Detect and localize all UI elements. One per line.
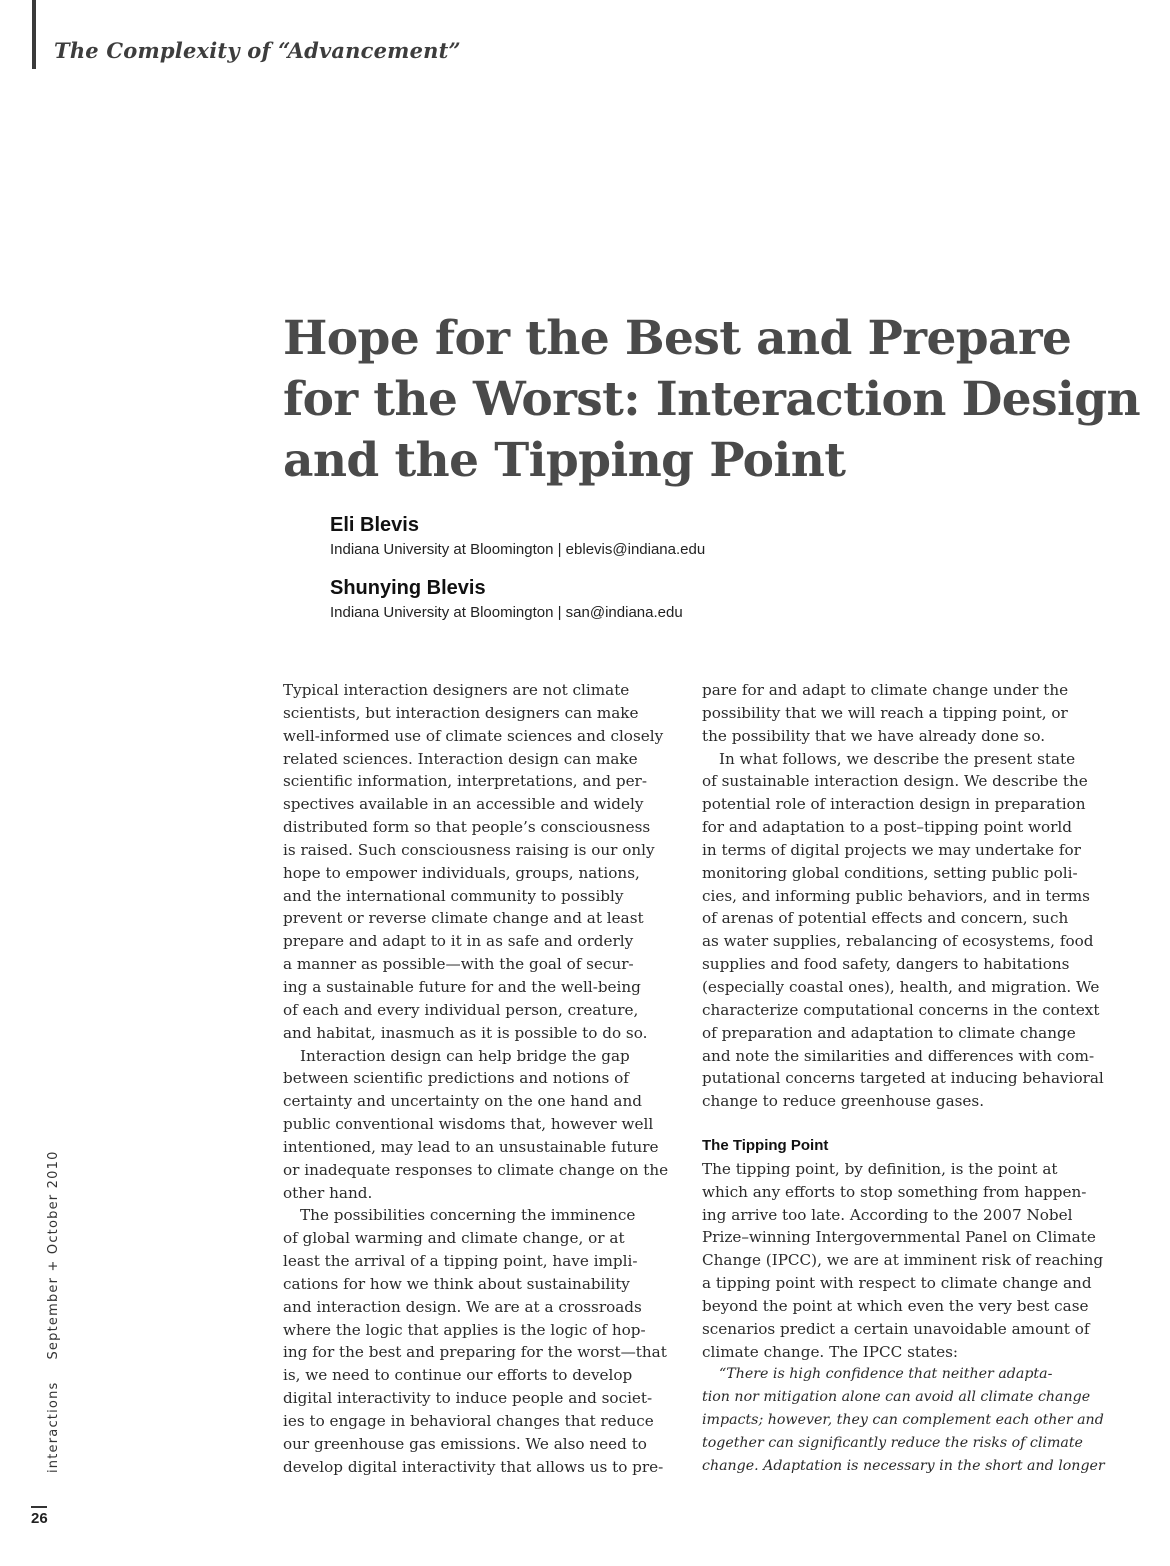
body-line: scientific information, interpretations, and per- [283,772,647,791]
issue-date: September + October 2010 [46,1150,61,1360]
author-affiliation: Indiana University at Bloomington | eblevis@indiana.edu [330,541,706,558]
body-line: develop digital interactivity that allows us to pre- [283,1457,664,1476]
body-line: public conventional wisdoms that, however well [283,1115,654,1134]
body-line: of preparation and adaptation to climate change [702,1023,1076,1042]
body-column-right [702,679,1105,1478]
body-line: a tipping point with respect to climate change and [702,1274,1092,1293]
body-line: pare for and adapt to climate change under the [702,681,1069,699]
body-line: putational concerns targeted at inducing behavioral [702,1069,1104,1088]
body-line: characterize computational concerns in the context [702,1000,1100,1019]
body-line: and interaction design. We are at a crossroads [283,1297,642,1316]
body-line: Interaction design can help bridge the gap [300,1046,630,1065]
body-line: potential role of interaction design in preparation [702,795,1086,814]
body-line: is, we need to continue our efforts to develop [283,1366,633,1385]
quote-line: change. Adaptation is necessary in the short and longer [702,1457,1105,1474]
section-heading: The Tipping Point [702,1137,829,1155]
body-line: ing a sustainable future for and the well-being [283,977,641,996]
body-line: ies to engage in behavioral changes that reduce [283,1412,654,1430]
body-line: as water supplies, rebalancing of ecosystems, food [702,932,1094,951]
body-line: of global warming and climate change, or at [283,1229,625,1248]
body-line: or inadequate responses to climate change on the [283,1160,669,1179]
body-column-left [283,679,668,1479]
body-line: of arenas of potential effects and concern, such [702,909,1069,928]
body-line: possibility that we will reach a tipping point, or [702,703,1068,722]
paragraph-gap [702,1113,1102,1135]
body-line: cations for how we think about sustainability [283,1274,630,1293]
body-line: the possibility that we have already done so. [702,726,1046,745]
header-rule [32,0,36,69]
body-line: digital interactivity to induce people and societ- [283,1389,653,1408]
body-line: monitoring global conditions, setting public poli- [702,863,1078,882]
body-line: scientists, but interaction designers can make [283,703,639,722]
body-line: least the arrival of a tipping point, have impli- [283,1252,638,1271]
body-line: prevent or reverse climate change and at least [283,909,644,928]
title-line: for the Worst: Interaction Design [283,372,1141,427]
body-line: a manner as possible—with the goal of secur- [283,955,634,974]
body-line: spectives available in an accessible and widely [283,795,644,814]
quote-line: tion nor mitigation alone can avoid all climate change [702,1389,1091,1406]
magazine-name: interactions [46,1381,61,1473]
running-sidebar [46,1150,61,1473]
author-list [330,511,705,637]
body-line: Prize–winning Intergovernmental Panel on Climate [702,1228,1096,1247]
body-line: scenarios predict a certain unavoidable amount of [702,1319,1090,1338]
body-line: between scientific predictions and notions of [283,1069,629,1088]
body-line: of sustainable interaction design. We describe the [702,772,1088,791]
body-line: climate change. The IPCC states: [702,1342,959,1361]
body-line: (especially coastal ones), health, and migration. We [702,977,1100,996]
body-line: ing arrive too late. According to the 2007 Nobel [702,1205,1073,1224]
body-line: The tipping point, by definition, is the point at [702,1159,1058,1178]
body-line: cies, and informing public behaviors, and in terms [702,886,1090,905]
quote-line: together can significantly reduce the risks of climate [702,1435,1083,1451]
body-line: and the international community to possibly [283,886,624,905]
body-line: and note the similarities and differences with com- [702,1046,1095,1065]
body-line: our greenhouse gas emissions. We also need to [283,1434,647,1453]
body-line: In what follows, we describe the present state [719,749,1076,768]
body-line: which any efforts to stop something from happen- [702,1182,1087,1201]
body-line: ing for the best and preparing for the worst—that [283,1343,667,1362]
page-number-rule [31,1506,47,1508]
body-line: is raised. Such consciousness raising is our only [283,840,655,859]
author-name: Shunying Blevis [330,577,486,599]
body-line: The possibilities concerning the imminence [300,1206,636,1225]
body-line: supplies and food safety, dangers to habitations [702,955,1070,974]
body-line: intentioned, may lead to an unsustainable future [283,1137,659,1156]
body-line: certainty and uncertainty on the one hand and [283,1092,642,1111]
body-line: change to reduce greenhouse gases. [702,1092,985,1111]
body-line: distributed form so that people’s consciousness [283,818,651,837]
body-line: of each and every individual person, creature, [283,1000,639,1019]
quote-line: “There is high confidence that neither adapta- [719,1366,1053,1383]
quote-line: impacts; however, they can complement each other and [702,1412,1104,1429]
title-line: and the Tipping Point [283,433,846,488]
body-line: in terms of digital projects we may undertake for [702,840,1081,859]
author-name: Eli Blevis [330,514,419,536]
body-line: Change (IPCC), we are at imminent risk of reaching [702,1251,1104,1270]
body-line: well-informed use of climate sciences and closely [283,726,664,745]
article-title [283,308,1143,491]
body-line: other hand. [283,1183,373,1202]
title-line: Hope for the Best and Prepare [283,311,1072,366]
body-line: beyond the point at which even the very best case [702,1296,1089,1315]
section-label: The Complexity of “Advancement” [54,38,461,63]
body-line: hope to empower individuals, groups, nations, [283,863,640,882]
body-line: for and adaptation to a post–tipping point world [702,818,1072,837]
body-line: prepare and adapt to it in as safe and orderly [283,932,634,951]
body-line: Typical interaction designers are not climate [283,681,630,699]
body-line: where the logic that applies is the logic of hop- [283,1320,646,1339]
body-line: related sciences. Interaction design can make [283,749,638,768]
page-number: 26 [31,1510,48,1527]
author-affiliation: Indiana University at Bloomington | san@indiana.edu [330,604,683,621]
body-line: and habitat, inasmuch as it is possible to do so. [283,1023,648,1042]
